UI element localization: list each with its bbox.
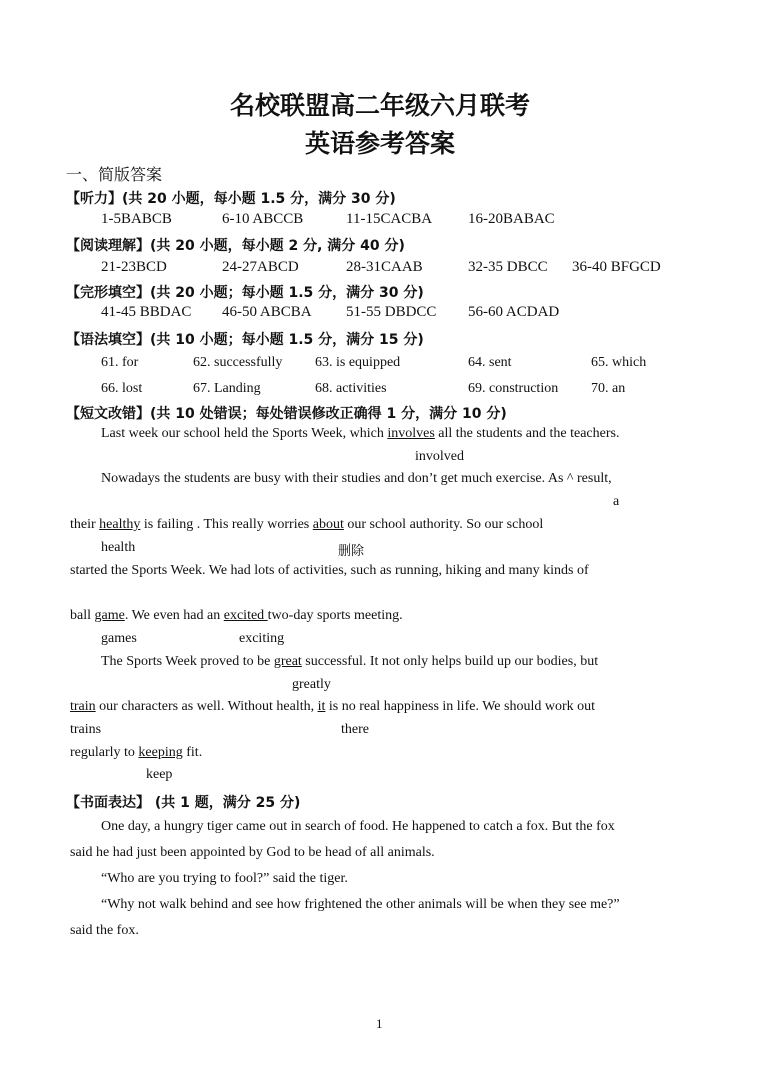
- listening-answer: 1-5BABCB: [101, 211, 172, 227]
- error-word: healthy: [99, 517, 141, 532]
- error-word: excited: [223, 608, 268, 623]
- cloze-answer: 41-45 BBDAC: [101, 304, 192, 320]
- grammar-answer: 64. sent: [468, 355, 512, 370]
- correction-line: regularly to keeping fit.: [70, 745, 203, 760]
- page-number: 1: [376, 1016, 383, 1031]
- reading-answer: 21-23BCD: [101, 259, 167, 275]
- error-word: involves: [387, 426, 435, 441]
- listening-answer: 6-10 ABCCB: [222, 211, 304, 227]
- correction-line: train our characters as well. Without health, it is no real happiness in life. We should work out: [70, 699, 596, 714]
- title-line-2: 英语参考答案: [304, 129, 455, 158]
- reading-answer: 28-31CAAB: [346, 259, 423, 275]
- cloze-answer: 46-50 ABCBA: [222, 304, 312, 320]
- writing-line: One day, a hungry tiger came out in search of food. He happened to catch a fox. But the fox: [101, 819, 615, 834]
- writing-line: “Who are you trying to fool?” said the tiger.: [101, 871, 348, 886]
- grammar-answer: 65. which: [591, 355, 647, 370]
- error-word: train: [70, 699, 96, 714]
- correction-answer: there: [341, 722, 369, 737]
- grammar-answer: 62. successfully: [193, 355, 283, 370]
- listening-heading: 【听力】(共 20 小题，每小题 1.5 分，满分 30 分): [66, 191, 396, 207]
- reading-answer: 24-27ABCD: [222, 259, 299, 275]
- correction-line: their healthy is failing . This really worries about our school authority. So our school: [70, 517, 544, 532]
- writing-line: said he had just been appointed by God to be head of all animals.: [70, 845, 435, 860]
- correction-answer: 删除: [338, 544, 365, 559]
- grammar-answer: 67. Landing: [193, 381, 261, 396]
- listening-answer: 16-20BABAC: [468, 211, 555, 227]
- correction-line: ball game. We even had an excited two-day sports meeting.: [70, 608, 403, 623]
- error-word: about: [312, 517, 344, 532]
- grammar-answer: 63. is equipped: [315, 355, 401, 370]
- title-line-1: 名校联盟高二年级六月联考: [229, 91, 530, 120]
- error-word: game: [94, 608, 125, 623]
- cloze-heading: 【完形填空】(共 20 小题；每小题 1.5 分，满分 30 分): [66, 285, 424, 301]
- listening-answer: 11-15CACBA: [346, 211, 433, 227]
- reading-answer: 36-40 BFGCD: [572, 259, 661, 275]
- correction-answer: games: [101, 631, 137, 646]
- grammar-answer: 69. construction: [468, 381, 559, 396]
- correction-line: The Sports Week proved to be great successful. It not only helps build up our bodies, but: [101, 654, 599, 669]
- cloze-answer: 56-60 ACDAD: [468, 304, 560, 320]
- correction-answer: trains: [70, 722, 102, 737]
- error-word: it: [317, 699, 326, 714]
- correction-answer: keep: [146, 767, 173, 782]
- writing-line: “Why not walk behind and see how frightened the other animals will be when they see me?”: [101, 897, 620, 912]
- reading-answer: 32-35 DBCC: [468, 259, 548, 275]
- section-heading: 一、简版答案: [66, 165, 163, 184]
- grammar-answer: 68. activities: [315, 381, 387, 396]
- grammar-answer: 66. lost: [101, 381, 143, 396]
- grammar-answer: 70. an: [591, 381, 626, 396]
- error-word: keeping: [138, 745, 183, 760]
- correction-line: Nowadays the students are busy with their studies and don’t get much exercise. As ^ result,: [101, 471, 612, 486]
- correction-answer: involved: [415, 449, 464, 464]
- correction-answer: a: [613, 494, 620, 509]
- error-word: great: [273, 654, 302, 669]
- correction-answer: health: [101, 540, 136, 555]
- grammar-heading: 【语法填空】(共 10 小题；每小题 1.5 分，满分 15 分): [66, 332, 424, 348]
- cloze-answer: 51-55 DBDCC: [346, 304, 437, 320]
- writing-line: said the fox.: [70, 923, 139, 938]
- correction-answer: exciting: [239, 631, 285, 646]
- correction-line: Last week our school held the Sports Week, which involves all the students and the teachers.: [101, 426, 620, 441]
- correction-line: started the Sports Week. We had lots of activities, such as running, hiking and many kinds of: [70, 563, 589, 578]
- writing-heading: 【书面表达】 (共 1 题，满分 25 分): [66, 795, 301, 811]
- correction-answer: greatly: [292, 677, 331, 692]
- reading-heading: 【阅读理解】(共 20 小题，每小题 2 分, 满分 40 分): [66, 238, 405, 254]
- correction-heading: 【短文改错】(共 10 处错误；每处错误修改正确得 1 分，满分 10 分): [66, 406, 507, 422]
- grammar-answer: 61. for: [101, 355, 139, 370]
